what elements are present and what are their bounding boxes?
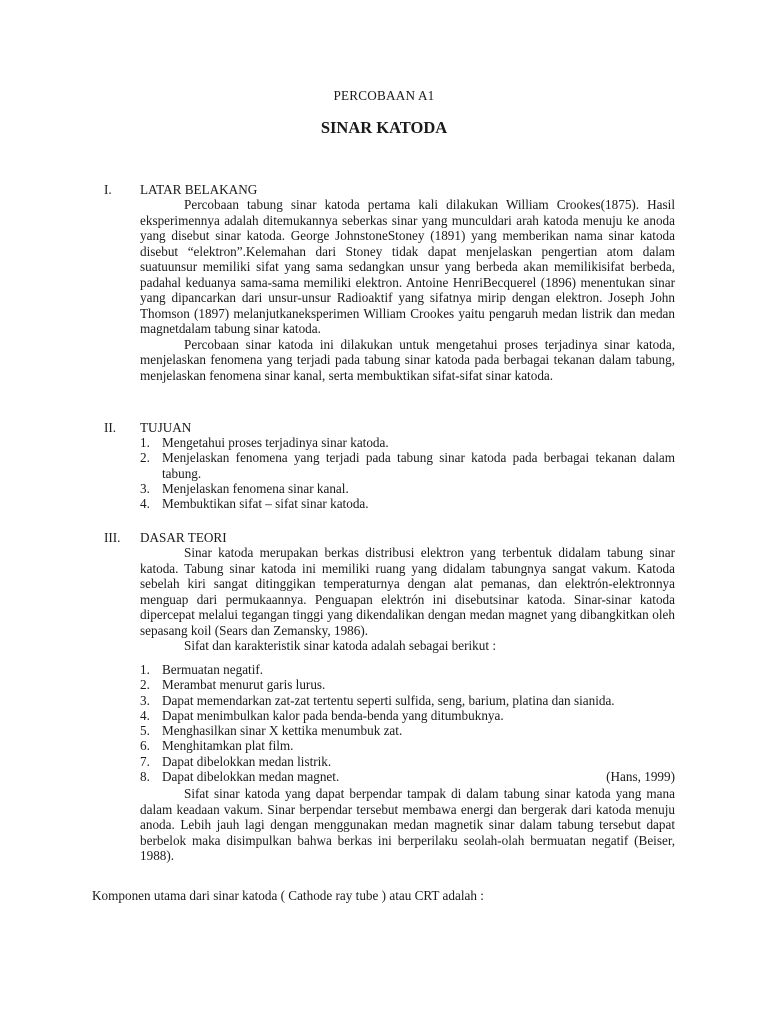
section-number: I. xyxy=(104,182,112,197)
list-item-text: Dapat dibelokkan medan magnet. xyxy=(162,769,340,785)
list-item: 8. Dapat dibelokkan medan magnet. (Hans, 1999) xyxy=(140,769,675,785)
paragraph: Sifat dan karakteristik sinar katoda adalah sebagai berikut : xyxy=(184,638,496,653)
paragraph: Percobaan sinar katoda ini dilakukan untuk mengetahui proses terjadinya sinar katoda, menjelaskan fenomena yang terjadi pada tabung sinar katoda pada berbagai tekanan dalam tabung, menjelaskan fenomena sinar kanal, serta membuktikan sifat-sifat sinar katoda. xyxy=(140,336,675,383)
section-body-latar-belakang xyxy=(140,197,675,383)
section-heading-tujuan xyxy=(104,420,191,436)
page-title: SINAR KATODA xyxy=(320,118,448,137)
section-title: LATAR BELAKANG xyxy=(140,182,258,197)
experiment-label: PERCOBAAN A1 xyxy=(333,88,435,103)
paragraph: Sifat sinar katoda yang dapat berpendar tampak di dalam tabung sinar katoda yang mana dalam keadaan vakum. Sinar berpendar tersebut membawa energi dan bergerak dari katoda menuju anoda. Lebih jauh lagi dengan menggunakan medan magnetik sinar dalam tabung tersebut dapat berbelok maka disimpulkan bahwa berkas ini berperilaku seolah-olah bermuatan negatif (Beiser, 1988). xyxy=(140,786,675,863)
section-body-dasar-teori xyxy=(140,545,675,654)
footer-text: Komponen utama dari sinar katoda ( Cathode ray tube ) atau CRT adalah : xyxy=(92,888,484,903)
section-number: II. xyxy=(104,420,117,435)
list-item: 5. Menghasilkan sinar X kettika menumbuk zat. xyxy=(140,723,403,739)
list-item: 3. Dapat memendarkan zat-zat tertentu seperti sulfida, seng, barium, platina dan sianida. xyxy=(140,692,615,708)
list-item: 3. Menjelaskan fenomena sinar kanal. xyxy=(140,480,349,496)
section-title: TUJUAN xyxy=(140,420,192,435)
list-item: 4. Dapat menimbulkan kalor pada benda-benda yang ditumbuknya. xyxy=(140,707,504,723)
properties-list xyxy=(140,662,675,784)
list-item: 2. Menjelaskan fenomena yang terjadi pada tabung sinar katoda pada berbagai tekanan dalam tabung. xyxy=(140,450,675,481)
list-item: 6. Menghitamkan plat film. xyxy=(140,738,294,754)
list-item: 4. Membuktikan sifat – sifat sinar katoda. xyxy=(140,496,369,512)
section-closing-dasar-teori xyxy=(140,786,675,864)
objectives-list xyxy=(140,435,675,511)
list-item: 2. Merambat menurut garis lurus. xyxy=(140,677,326,693)
citation: (Hans, 1999) xyxy=(606,769,675,785)
paragraph: Sinar katoda merupakan berkas distribusi elektron yang terbentuk didalam tabung sinar katoda. Tabung sinar katoda ini memiliki ruang yang didalam tabungnya sangat vakum. Katoda sebelah kiri sangat ditinggikan temperaturnya dengan alat pemanas, dan elektrón-elektronnya menguap dari permukaannya. Penguapan elektrón ini disebutsinar katoda. Sinar-sinar katoda dipercepat melalui tegangan tinggi yang dikendalikan dengan medan magnet yang dibangkitkan oleh sepasang koil (Sears dan Zemansky, 1986). xyxy=(140,545,675,638)
section-heading-latar-belakang xyxy=(104,182,257,198)
list-item: 7. Dapat dibelokkan medan listrik. xyxy=(140,753,332,769)
section-number: III. xyxy=(104,530,121,545)
list-item: 1. Mengetahui proses terjadinya sinar katoda. xyxy=(140,435,389,450)
list-item: 1. Bermuatan negatif. xyxy=(140,662,264,677)
section-title: DASAR TEORI xyxy=(140,530,227,545)
paragraph: Percobaan tabung sinar katoda pertama kali dilakukan William Crookes(1875). Hasil eksperimennya adalah ditemukannya seberkas sinar yang munculdari arah katoda menuju ke anoda yang disebut sinar katoda. George JohnstoneStoney (1891) yang memberikan nama sinar katoda disebut “elektron”.Kelemahan dari Stoney tidak dapat menjelaskan pengertian atom dalam suatuunsur memiliki sifat yang sama sedangkan unsur yang berbeda akan memilikisifat berbeda, padahal keduanya sama-sama memiliki elektron. Antoine HenriBecquerel (1896) menentukan sinar yang dipancarkan dari unsur-unsur Radioaktif yang sifatnya mirip dengan elektron. Joseph John Thomson (1897) melanjutkaneksperimen William Crookes yaitu pengaruh medan listrik dan medan magnetdalam tabung sinar katoda. xyxy=(140,197,675,336)
section-heading-dasar-teori xyxy=(104,530,227,546)
